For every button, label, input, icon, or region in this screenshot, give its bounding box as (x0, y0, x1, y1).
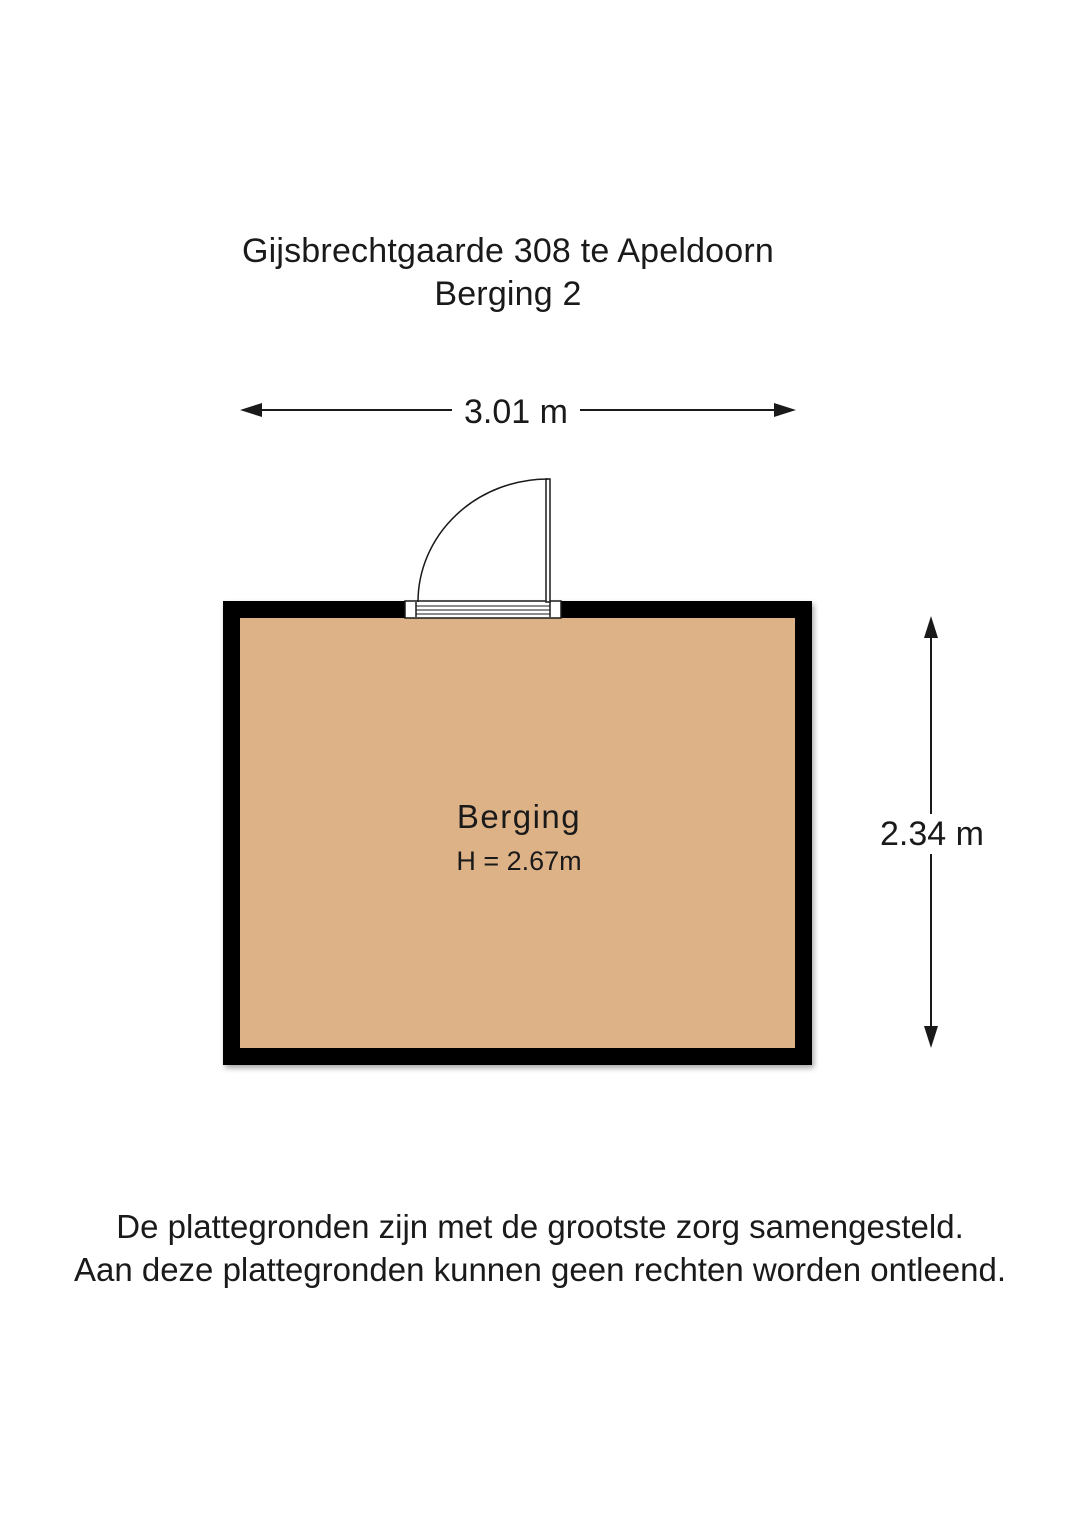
room-height-label: H = 2.67m (456, 846, 582, 876)
disclaimer-line-1: De plattegronden zijn met de grootste zorg samengesteld. (116, 1208, 964, 1245)
door (405, 479, 561, 618)
plan-subtitle: Berging 2 (434, 275, 582, 313)
room-name-label: Berging (456, 798, 582, 835)
plan-title: Gijsbrechtgaarde 308 te Apeldoorn (241, 232, 775, 270)
width-dimension-label: 3.01 m (452, 392, 580, 432)
depth-dimension-label: 2.34 m (872, 814, 992, 854)
disclaimer-line-2: Aan deze plattegronden kunnen geen rechten worden ontleend. (73, 1251, 1007, 1288)
